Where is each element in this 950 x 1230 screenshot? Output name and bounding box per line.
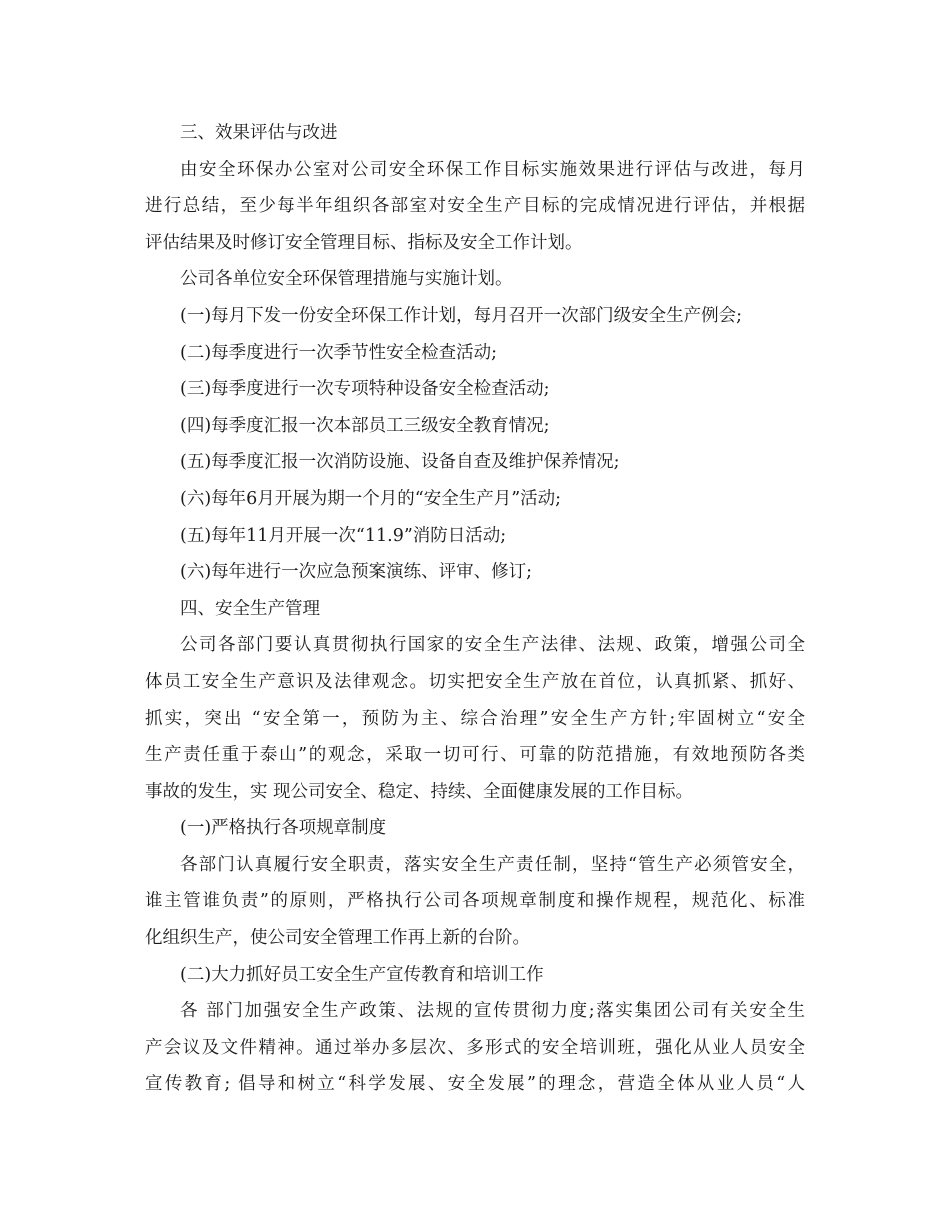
subsection-heading: (二)大力抓好员工安全生产宣传教育和培训工作: [180, 964, 544, 985]
paragraph-line: 生产责任重于泰山”的观念，采取一切可行、可靠的防范措施，有效地预防各类: [145, 745, 805, 766]
list-item: (四)每季度汇报一次本部员工三级安全教育情况;: [180, 415, 550, 436]
paragraph-line: 各 部门加强安全生产政策、法规的宣传贯彻力度;落实集团公司有关安全生: [180, 1001, 805, 1022]
paragraph-line: 由安全环保办公室对公司安全环保工作目标实施效果进行评估与改进，每月: [180, 159, 805, 180]
list-item: (二)每季度进行一次季节性安全检查活动;: [180, 342, 498, 363]
paragraph-line: 产会议及文件精神。通过举办多层次、多形式的安全培训班，强化从业人员安全: [145, 1037, 805, 1058]
paragraph-line: 公司各单位安全环保管理措施与实施计划。: [180, 269, 513, 290]
paragraph-line: 各部门认真履行安全职责，落实安全生产责任制，坚持“管生产必须管安全，: [180, 854, 805, 875]
paragraph-line: 公司各部门要认真贯彻执行国家的安全生产法律、法规、政策，增强公司全: [180, 635, 805, 656]
list-item: (六)每年进行一次应急预案演练、评审、修订;: [180, 562, 533, 583]
paragraph-line: 评估结果及时修订安全管理目标、指标及安全工作计划。: [145, 232, 583, 253]
paragraph-line: 谁主管谁负责”的原则，严格执行公司各项规章制度和操作规程，规范化、标准: [145, 891, 805, 912]
paragraph-line: 体员工安全生产意识及法律观念。切实把安全生产放在首位，认真抓紧、抓好、: [145, 671, 805, 692]
paragraph-line: 事故的发生，实 现公司安全、稳定、持续、全面健康发展的工作目标。: [145, 781, 694, 802]
paragraph-line: 宣传教育; 倡导和树立“科学发展、安全发展”的理念，营造全体从业人员“人: [145, 1074, 805, 1095]
document-body: [145, 115, 805, 1103]
list-item: (三)每季度进行一次专项特种设备安全检查活动;: [180, 379, 550, 400]
paragraph-line: 化组织生产，使公司安全管理工作再上新的台阶。: [145, 928, 530, 949]
paragraph-line: 进行总结，至少每半年组织各部室对安全生产目标的完成情况进行评估，并根据: [145, 196, 805, 217]
list-item: (五)每年11月开展一次“11.9”消防日活动;: [180, 525, 507, 546]
section-heading: 三、效果评估与改进: [180, 123, 338, 143]
list-item: (六)每年6月开展为期一个月的“安全生产月”活动;: [180, 488, 562, 509]
list-item: (五)每季度汇报一次消防设施、设备自查及维护保养情况;: [180, 452, 620, 473]
section-heading: 四、安全生产管理: [180, 598, 320, 619]
list-item: (一)每月下发一份安全环保工作计划，每月召开一次部门级安全生产例会;: [180, 305, 743, 326]
paragraph-line: 抓实，突出 “安全第一，预防为主、综合治理”安全生产方针;牢固树立“安全: [145, 708, 805, 729]
subsection-heading: (一)严格执行各项规章制度: [180, 818, 387, 839]
